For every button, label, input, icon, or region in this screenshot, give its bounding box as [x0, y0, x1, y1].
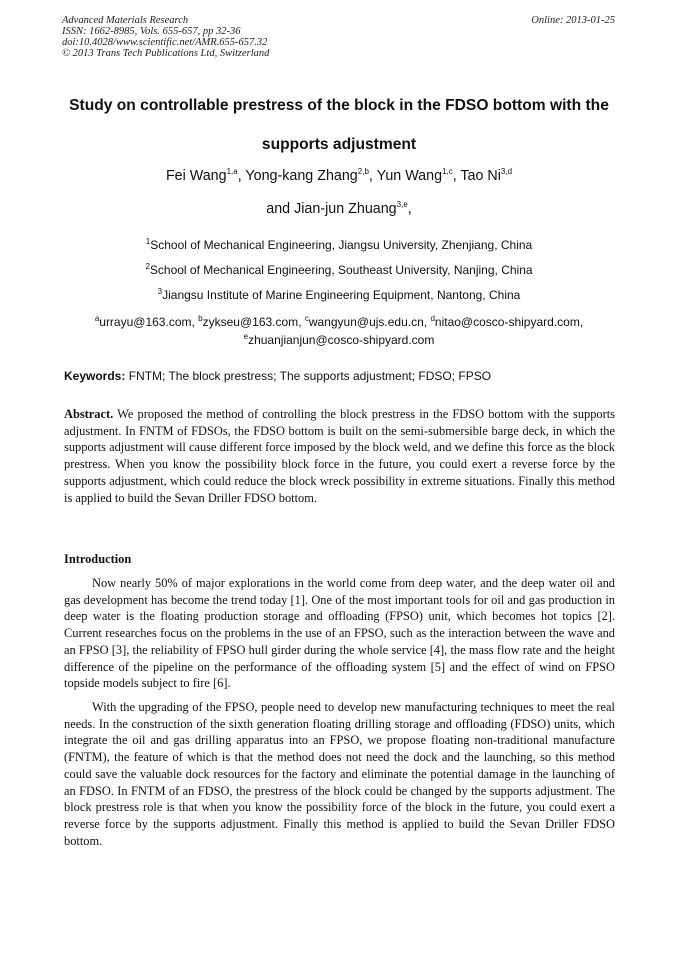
affiliation-3	[40, 288, 638, 302]
introduction-heading: Introduction	[64, 552, 132, 566]
online-date: Online: 2013-01-25	[531, 15, 615, 26]
journal-name: Advanced Materials Research	[62, 15, 189, 26]
author-sup: 3,d	[500, 167, 513, 177]
affiliation-text: Jiangsu Institute of Marine Engineering Equipment, Nantong, China	[162, 288, 521, 302]
author-sup: 1,a	[226, 167, 238, 177]
author-sup: 3,e	[396, 200, 408, 210]
abstract	[64, 406, 615, 506]
author-name: Yun Wang	[376, 168, 443, 184]
email-link[interactable]: nitao@cosco-shipyard.com	[434, 315, 580, 329]
affiliation-sup: 2	[145, 262, 150, 271]
author-sup: 1,c	[442, 167, 453, 177]
email-sup: b	[198, 314, 203, 323]
email-link[interactable]: zykseu@163.com	[202, 315, 299, 329]
journal-info	[62, 15, 269, 59]
abstract-label: Abstract.	[64, 407, 114, 421]
journal-issn: ISSN: 1662-8985, Vols. 655-657, pp 32-36	[62, 26, 241, 37]
introduction-paragraph-2: With the upgrading of the FPSO, people need to develop new manufacturing techniques to meet the real needs. In the construction of the sixth generation floating drilling storage and offloading (FDSO) units, which integrate the oil and gas drilling apparatus into an FPSO, we propose floating non-traditional manufacture (FNTM), the feature of which is that the method does not need the dock and the launching, so this method could save the valuable dock resources for the factory and eliminate the potential damage in the launching of an FDSO. In FNTM of an FDSO, the prestress of the block could be changed by the supports adjustment. The block prestress role is that when you know the possibility force of the block in the future, you could exert a reverse force by the supports adjustment. Finally this method is applied to build the Sevan Driller FDSO bottom.	[64, 700, 615, 848]
journal-copyright: © 2013 Trans Tech Publications Ltd, Switzerland	[62, 48, 270, 59]
author-emails: $^a$urrayu@163.com, $^b$zykseu@163.com, $^c$wangyun@ujs.edu.cn, $^d$nitao@cosco-shipyard.com, $^e$zhuanjianjun@cosco-shipyard.com	[94, 314, 584, 347]
email-sup: d	[430, 314, 435, 323]
affiliation-1	[40, 238, 638, 252]
paper-title: Study on controllable prestress of the block in the FDSO bottom with the supports adjustment	[69, 97, 609, 153]
keywords-text: FNTM; The block prestress; The supports adjustment; FDSO; FPSO	[128, 369, 492, 383]
email-link[interactable]: urrayu@163.com	[99, 315, 192, 329]
email-link[interactable]: wangyun@ujs.edu.cn	[308, 315, 424, 329]
author-name: Fei Wang	[165, 168, 227, 184]
author-name: Jian-jun Zhuang	[294, 201, 397, 217]
email-sup: c	[304, 314, 309, 323]
affiliation-text: School of Mechanical Engineering, Southeast University, Nanjing, China	[149, 263, 533, 277]
author-sup: 2,b	[357, 167, 369, 177]
affiliation-text: School of Mechanical Engineering, Jiangsu University, Zhenjiang, China	[150, 238, 533, 252]
affiliation-sup: 1	[145, 237, 151, 246]
author-name: Tao Ni	[460, 168, 501, 184]
keywords	[64, 369, 491, 383]
keywords-label: Keywords:	[64, 369, 126, 383]
authors-line-1: Fei Wang$^{1,a}$, Yong-kang Zhang$^{2,b}$, Yun Wang$^{1,c}$, Tao Ni$^{3,d}$	[165, 167, 513, 184]
email-link[interactable]: zhuanjianjun@cosco-shipyard.com	[248, 333, 435, 347]
author-name: Yong-kang Zhang	[245, 168, 358, 184]
affiliation-2	[40, 263, 638, 277]
email-sup: e	[243, 332, 249, 341]
affiliation-sup: 3	[157, 287, 163, 296]
email-sup: a	[94, 314, 100, 323]
abstract-text: We proposed the method of controlling the block prestress in the FDSO bottom with the supports adjustment. In FNTM of FDSOs, the FDSO bottom is built on the semi-submersible barge deck, in which the supports adjustment will cause different force imposed by the block weld, and we define this force as the block prestress. When you know the possibility block force in the future, you could exert a reverse force by the supports adjustment, which could reduce the block wreck possibility in extreme situations. Finally this method is applied to build the Sevan Driller FDSO bottom.	[64, 407, 615, 505]
author-prefix: and	[266, 201, 295, 217]
authors-line-2: and Jian-jun Zhuang$^{3,e}$,	[266, 200, 412, 217]
introduction-paragraph-1: Now nearly 50% of major explorations in the world come from deep water, and the deep water oil and gas development has become the trend today [1]. One of the most important tools for oil and gas production in deep water is the floating production storage and offloading (FPSO) unit, which becomes hot topics [2]. Current researches focus on the problems in the use of an FPSO, such as the interaction between the wave and an FPSO [3], the reliability of FPSO hull girder during the whole service [4], the mass flow rate and the height difference of the pipeline on the performance of the offloading system [5] and the effect of wind on FPSO topside models subject to fire [6].	[64, 576, 615, 691]
journal-doi: doi:10.4028/www.scientific.net/AMR.655-657.32	[62, 37, 268, 48]
